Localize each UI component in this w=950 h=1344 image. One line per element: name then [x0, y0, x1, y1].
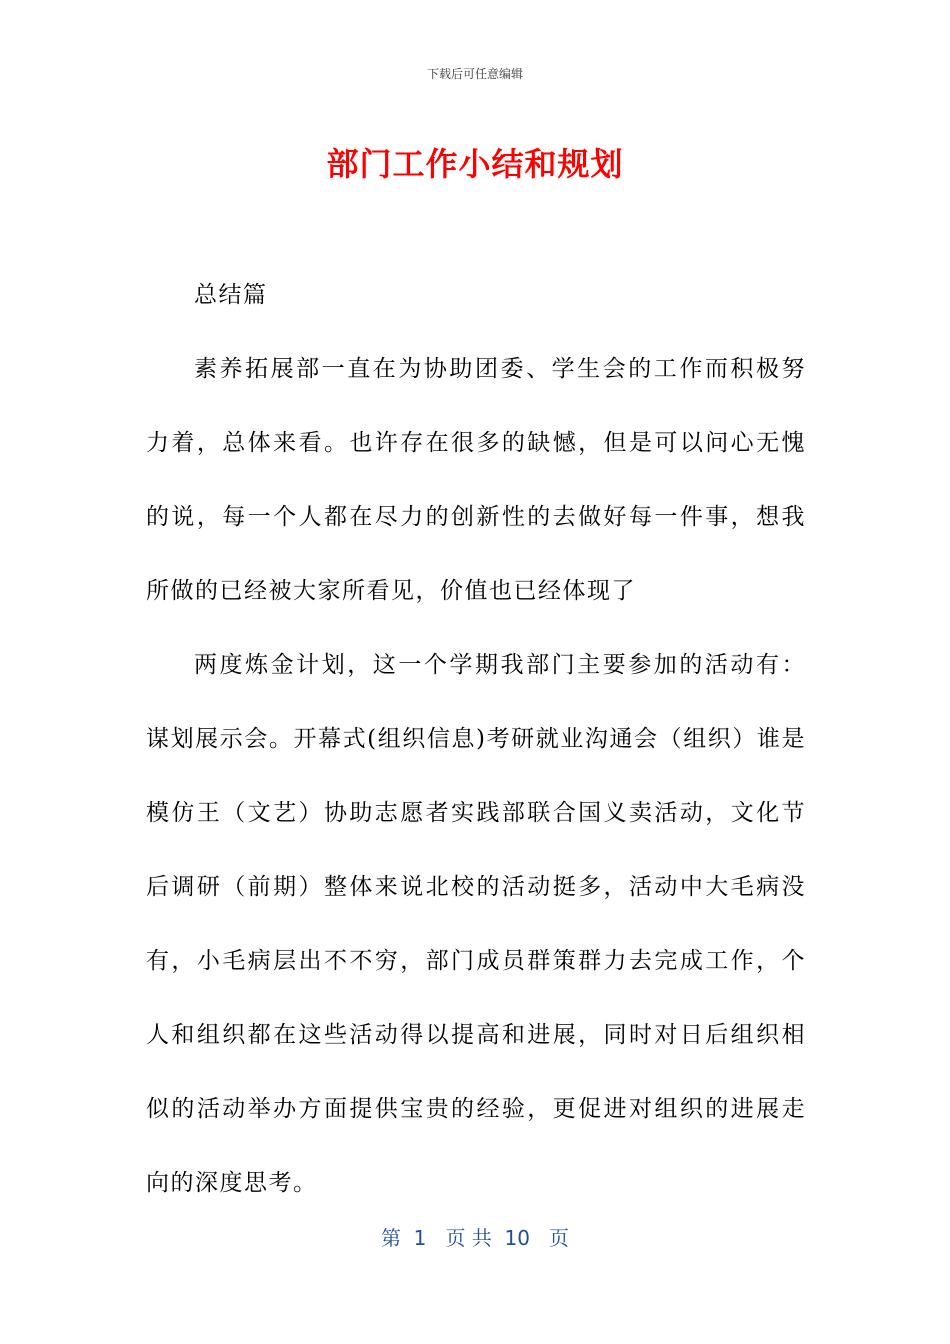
body-paragraph: 素养拓展部一直在为协助团委、学生会的工作而积极努力着，总体来看。也许存在很多的缺憾，但是可以问心无愧的说，每一个人都在尽力的创新性的去做好每一件事，想我所做的已经被大家所看见，价值也已经体现了 — [146, 356, 806, 604]
body-paragraph: 两度炼金计划，这一个学期我部门主要参加的活动有：谋划展示会。开幕式(组织信息)考研就业沟通会（组织）谁是模仿王（文艺）协助志愿者实践部联合国义卖活动，文化节后调研（前期）整体来说北校的活动挺多，活动中大毛病没有，小毛病层出不不穷，部门成员群策群力去完成工作，个人和组织都在这些活动得以提高和进展，同时对日后组织相似的活动举办方面提供宝贵的经验，更促进对组织的进展走向的深度思考。 — [146, 652, 806, 1196]
document-body — [146, 258, 806, 1220]
section-heading: 总结篇 — [194, 282, 268, 308]
document-title: 部门工作小结和规划 — [326, 145, 624, 183]
page-number-footer: 第 1 页 共 10 页 — [380, 1226, 570, 1250]
page-header: 下载后可任意编辑 — [426, 67, 523, 81]
